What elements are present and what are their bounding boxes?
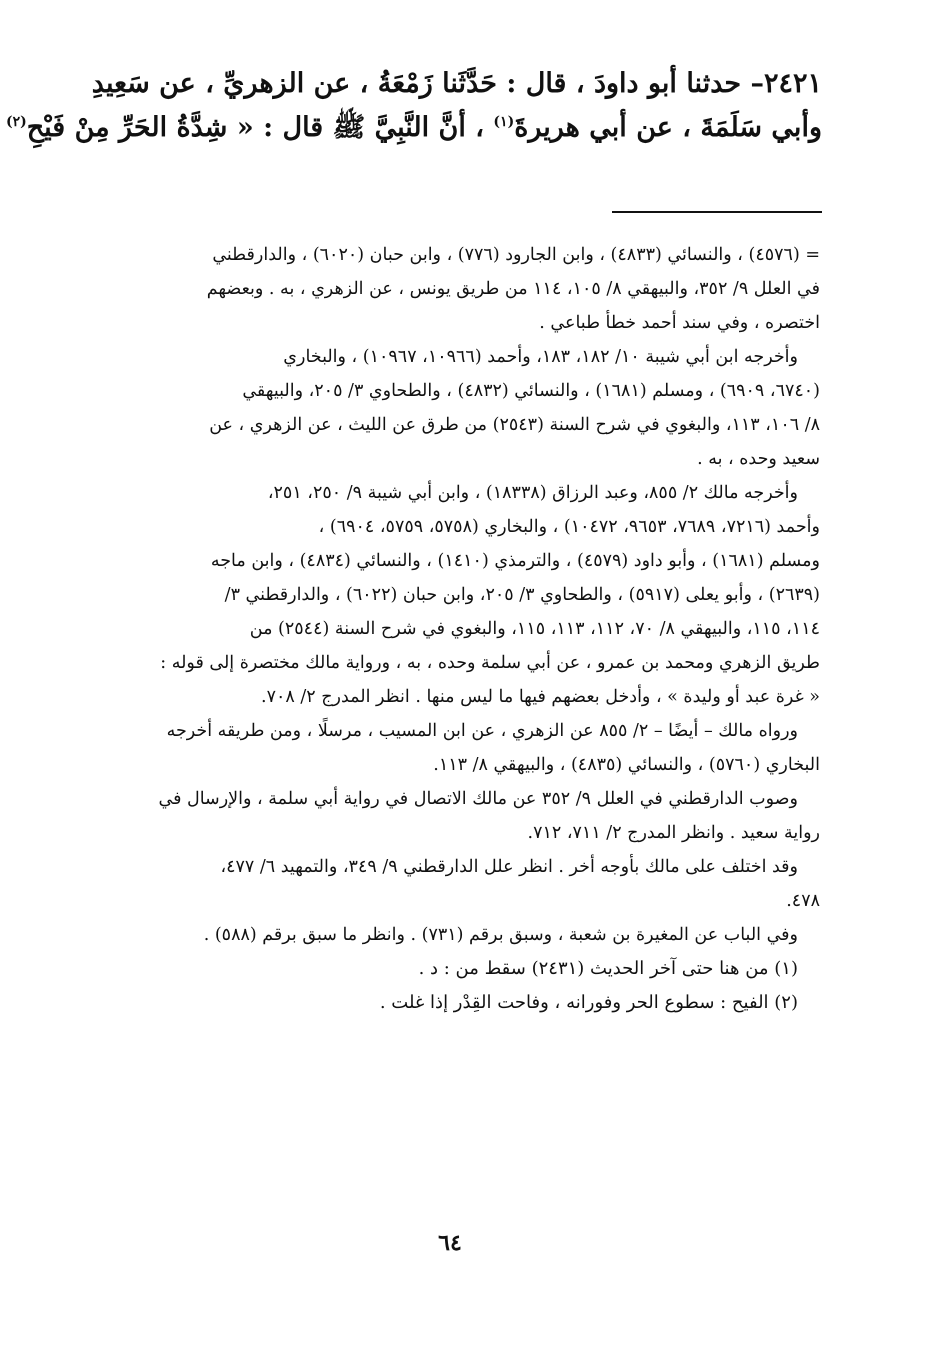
hadith-line-1: [91, 62, 822, 106]
page-number: ٦٤: [438, 1230, 462, 1256]
note-line: ومسلم (١٦٨١) ، وأبو داود (٤٥٧٩) ، والترمذي (١٤١٠) ، والنسائي (٤٨٣٤) ، وابن ماجه: [210, 551, 820, 571]
note-line: (٦٧٤٠، ٦٩٠٩) ، ومسلم (١٦٨١) ، والنسائي (٤٨٣٢) ، والطحاوي ٣/ ٢٠٥، والبيهقي: [242, 381, 820, 401]
footnote-2: (٢) الفيح : سطوع الحر وفورانه ، وفاحت القِدْر إذا غلت .: [379, 992, 798, 1013]
note-line: (٢٦٣٩) ، وأبو يعلى (٥٩١٧) ، والطحاوي ٣/ ٢٠٥، وابن حبان (٦٠٢٢) ، والدارقطني ٣/: [224, 585, 820, 605]
note-line: وأخرجه مالك ٢/ ٨٥٥، وعبد الرزاق (١٨٣٣٨) ، وابن أبي شيبة ٩/ ٢٥٠، ٢٥١،: [267, 483, 798, 503]
note-paragraph-5: [104, 782, 820, 850]
footnote-marker-1: (١): [493, 114, 515, 130]
note-paragraph-6: [104, 850, 820, 918]
note-line: ١١٤، ١١٥، والبيهقي ٨/ ٧٠، ١١٢، ١١٣، ١١٥، والبغوي في شرح السنة (٢٥٤٤) من: [249, 619, 820, 639]
takhrij-notes: [104, 238, 820, 1020]
note-line: وصوب الدارقطني في العلل ٩/ ٣٥٢ عن مالك الاتصال في رواية أبي سلمة ، والإرسال في: [158, 789, 798, 809]
note-line: ٨/ ١٠٦، ١١٣، والبغوي في شرح السنة (٢٥٤٣) من طرق عن الليث ، عن الزهري ، عن: [209, 415, 820, 435]
note-line: « غرة عبد أو وليدة » ، وأدخل بعضهم فيها ما ليس منها . انظر المدرج ٢/ ٧٠٨.: [261, 687, 820, 707]
note-paragraph-4: [104, 714, 820, 782]
footnote-marker-2: (٢): [5, 114, 27, 130]
note-line: في العلل ٩/ ٣٥٢، والبيهقي ٨/ ١٠٥، ١١٤ من طريق يونس ، عن الزهري ، به . وبعضهم: [206, 279, 820, 299]
note-line: طريق الزهري ومحمد بن عمرو ، عن أبي سلمة وحده ، به ، ورواية مالك مختصرة إلى قوله :: [160, 653, 820, 673]
note-line: وفي الباب عن المغيرة بن شعبة ، وسبق برقم (٧٣١) . وانظر ما سبق برقم (٥٨٨) .: [203, 925, 798, 945]
hadith-line-2: [5, 106, 822, 150]
note-line: وقد اختلف على مالك بأوجه أخر . انظر علل الدارقطني ٩/ ٣٤٩، والتمهيد ٦/ ٤٧٧،: [220, 857, 798, 877]
note-line: اختصره ، وفي سند أحمد خطأ طباعي .: [539, 313, 820, 333]
note-paragraph-1: [104, 238, 820, 340]
note-line: سعيد وحده ، به .: [697, 449, 820, 469]
note-line: رواية سعيد . وانظر المدرج ٢/ ٧١١، ٧١٢.: [527, 823, 820, 843]
hadith-line-2-end: ، أنَّ النَّبِيَّ ﷺ قال : « شِدَّةُ الحَرِّ مِنْ فَيْحِ: [26, 112, 484, 143]
note-line: البخاري (٥٧٦٠) ، والنسائي (٤٨٣٥) ، والبيهقي ٨/ ١١٣.: [433, 755, 820, 775]
note-line: = (٤٥٧٦) ، والنسائي (٤٨٣٣) ، وابن الجارود (٧٧٦) ، وابن حبان (٦٠٢٠) ، والدارقطني: [212, 245, 820, 265]
hadith-text: [5, 62, 822, 150]
note-line: ٤٧٨.: [786, 891, 820, 911]
note-paragraph-7: [104, 918, 820, 952]
note-line: وأحمد (٧٢١٦، ٧٦٨٩، ٩٦٥٣، ١٠٤٧٢) ، والبخاري (٥٧٥٨، ٥٧٥٩، ٦٩٠٤) ،: [318, 517, 820, 537]
note-paragraph-2: [104, 340, 820, 476]
hadith-line-2-start: وأبي سَلَمَةَ ، عن أبي هريرةَ: [514, 112, 822, 143]
note-paragraph-3: [104, 476, 820, 714]
footnote-1: (١) من هنا حتى آخر الحديث (٢٤٣١) سقط من : د .: [418, 958, 798, 979]
footnote-separator: [612, 211, 822, 213]
hadith-line-1-text: – حدثنا أبو داودَ ، قال : حَدَّثَنا زَمْعَةُ ، عن الزهريِّ ، عن سَعِيدِ: [91, 68, 764, 99]
note-line: ورواه مالك – أيضًا – ٢/ ٨٥٥ عن الزهري ، عن ابن المسيب ، مرسلًا ، ومن طريقه أخرجه: [166, 721, 798, 741]
note-line: وأخرجه ابن أبي شيبة ١٠/ ١٨٢، ١٨٣، وأحمد (١٠٩٦٦، ١٠٩٦٧) ، والبخاري: [283, 347, 798, 367]
hadith-number: ٢٤٢١: [763, 68, 822, 99]
